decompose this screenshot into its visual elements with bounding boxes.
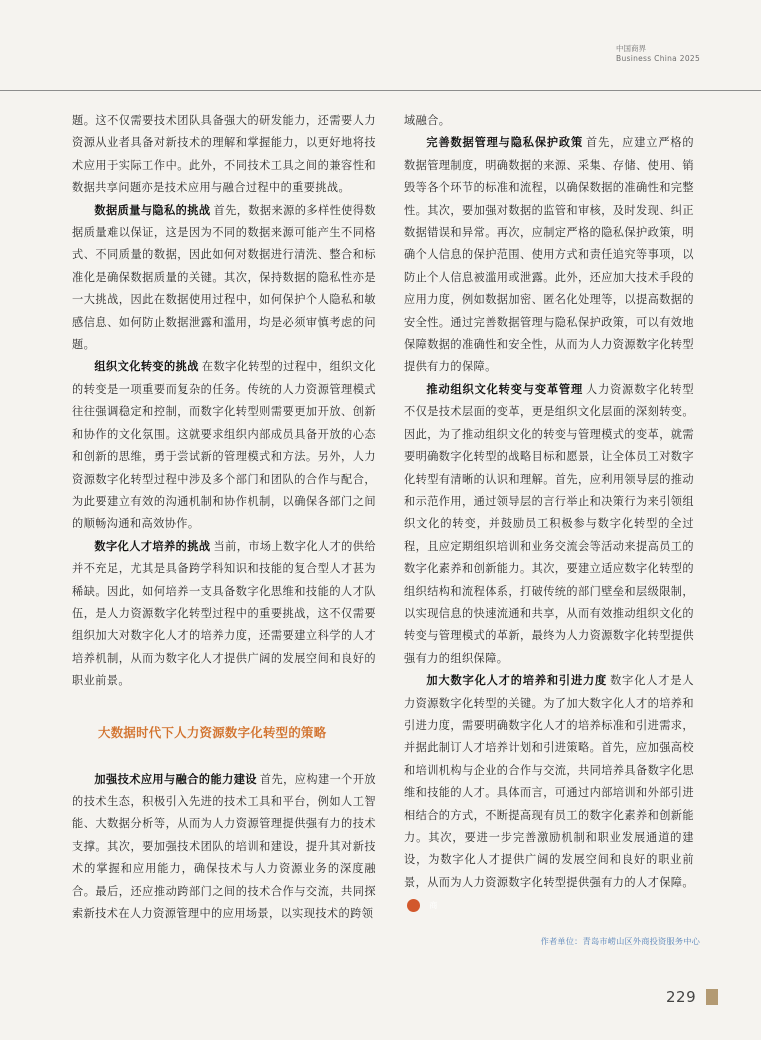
paragraph-text: 域融合。 xyxy=(404,114,451,127)
paragraph-heading: 组织文化转变的挑战 xyxy=(94,360,199,374)
paragraph-text: 人力资源数字化转型不仅是技术层面的变革，更是组织文化层面的深刻转变。因此，为了推动组织文化的转变与管理模式的变革，就需要明确数字化转型的战略目标和愿景，让全体员工对数字化转型有清晰的认识和理解。首先，应利用领导层的推动和示范作用，通过领导层的言行举止和决策行为来引领组织文化的转变，并鼓励员工积极参与数字化转型的全过程，且应定期组织培训和业务交流会等活动来提高员工的数字化素养和创新能力。其次，要建立适应数字化转型的组织结构和流程体系，打破传统的部门壁垒和层级限制，以实现信息的快速流通和共享，从而有效推动组织文化的转变与管理模式的革新，最终为人力资源数字化转型提供强有力的组织保障。 xyxy=(404,382,695,665)
masthead xyxy=(616,44,746,64)
paragraph xyxy=(72,110,376,200)
paragraph-heading: 加大数字化人才的培养和引进力度 xyxy=(426,674,608,688)
section-title: 大数据时代下人力资源数字化转型的策略 xyxy=(98,724,327,740)
paragraph-heading: 完善数据管理与隐私保护政策 xyxy=(426,136,584,150)
paragraph xyxy=(72,356,376,535)
paragraph xyxy=(404,132,694,378)
paragraph xyxy=(404,670,694,916)
paragraph xyxy=(72,536,376,693)
end-mark-icon: 商 xyxy=(407,899,420,912)
left-column xyxy=(72,110,376,925)
paragraph-text: 首先，应建立严格的数据管理制度，明确数据的来源、采集、存储、使用、销毁等各个环节的标准和流程，以确保数据的准确性和完整性。其次，要加强对数据的监管和审核，及时发现、纠正数据错误和异常。再次，应制定严格的隐私保护政策，明确个人信息的保护范围、使用方式和责任追究等事项，以防止个人信息被滥用或泄露。此外，还应加大技术手段的应用力度，例如数据加密、匿名化处理等，以提高数据的安全性。通过完善数据管理与隐私保护政策，可以有效地保障数据的准确性和安全性，从而为人力资源数字化转型提供有力的保障。 xyxy=(404,136,695,374)
paragraph-text: 当前，市场上数字化人才的供给并不充足，尤其是具备跨学科知识和技能的复合型人才甚为稀缺。因此，如何培养一支具备数字化思维和技能的人才队伍，是人力资源数字化转型过程中的重要挑战，这不仅需要组织加大对数字化人才的培养力度，还需要建立科学的人才培养机制，从而为数字化人才提供广阔的发展空间和良好的职业前景。 xyxy=(72,539,376,688)
page-number: 229 xyxy=(666,988,697,1006)
header-rule xyxy=(0,90,761,91)
magazine-title-cn: 中国商界 xyxy=(616,44,646,53)
paragraph xyxy=(404,110,694,132)
paragraph xyxy=(72,769,376,926)
page-number-block xyxy=(706,989,718,1005)
paragraph xyxy=(72,200,376,357)
paragraph-heading: 推动组织文化转变与变革管理 xyxy=(426,382,584,396)
paragraph-heading: 加强技术应用与融合的能力建设 xyxy=(94,772,257,786)
paragraph-heading: 数字化人才培养的挑战 xyxy=(94,539,211,553)
paragraph-text: 在数字化转型的过程中，组织文化的转变是一项重要而复杂的任务。传统的人力资源管理模式往往强调稳定和控制，而数字化转型则需要更加开放、创新和协作的文化氛围。这就要求组织内部成员具备开放的心态和创新的思维，勇于尝试新的管理模式和方法。另外，人力资源数字化转型过程中涉及多个部门和团队的合作与配合，为此要建立有效的沟通机制和协作机制，以确保各部门之间的顺畅沟通和高效协作。 xyxy=(72,360,376,531)
paragraph-text: 首先，数据来源的多样性使得数据质量难以保证，这是因为不同的数据来源可能产生不同格式、不同质量的数据，因此如何对数据进行清洗、整合和标准化是确保数据质量的关键。其次，保持数据的隐私性亦是一大挑战，因此在数据使用过程中，如何保护个人隐私和敏感信息、如何防止数据泄露和滥用，均是必须审慎考虑的问题。 xyxy=(72,203,376,352)
magazine-title-en: Business China 2025 xyxy=(616,54,701,63)
paragraph-text: 数字化人才是人力资源数字化转型的关键。为了加大数字化人才的培养和引进力度，需要明确数字化人才的培养标准和引进需求，并据此制订人才培养计划和引进策略。首先，应加强高校和培训机构与企业的合作与交流，共同培养具备数字化思维和技能的人才。具体而言，可通过内部培训和外部引进相结合的方式，不断提高现有员工的数字化素养和创新能力。其次，要进一步完善激励机制和职业发展通道的建设，为数字化人才提供广阔的发展空间和良好的职业前景，从而为人力资源数字化转型提供强有力的人才保障。 xyxy=(404,674,694,889)
paragraph xyxy=(404,379,694,670)
right-column xyxy=(404,110,694,917)
paragraph-text: 题。这不仅需要技术团队具备强大的研发能力，还需要人力资源从业者具备对新技术的理解和掌握能力，以更好地将技术应用于实际工作中。此外，不同技术工具之间的兼容性和数据共享问题亦是技术应用与融合过程中的重要挑战。 xyxy=(72,114,376,195)
author-affiliation: 作者单位：青岛市崂山区外商投资服务中心 xyxy=(540,936,700,946)
paragraph-text: 首先，应构建一个开放的技术生态，积极引入先进的技术工具和平台，例如人工智能、大数据分析等，从而为人力资源管理提供强有力的技术支撑。其次，要加强技术团队的培训和建设，提升其对新技术的掌握和应用能力，确保技术与人力资源业务的深度融合。最后，还应推动跨部门之间的技术合作与交流，共同探索新技术在人力资源管理中的应用场景，以实现技术的跨领 xyxy=(72,772,376,920)
paragraph-heading: 数据质量与隐私的挑战 xyxy=(94,203,211,217)
